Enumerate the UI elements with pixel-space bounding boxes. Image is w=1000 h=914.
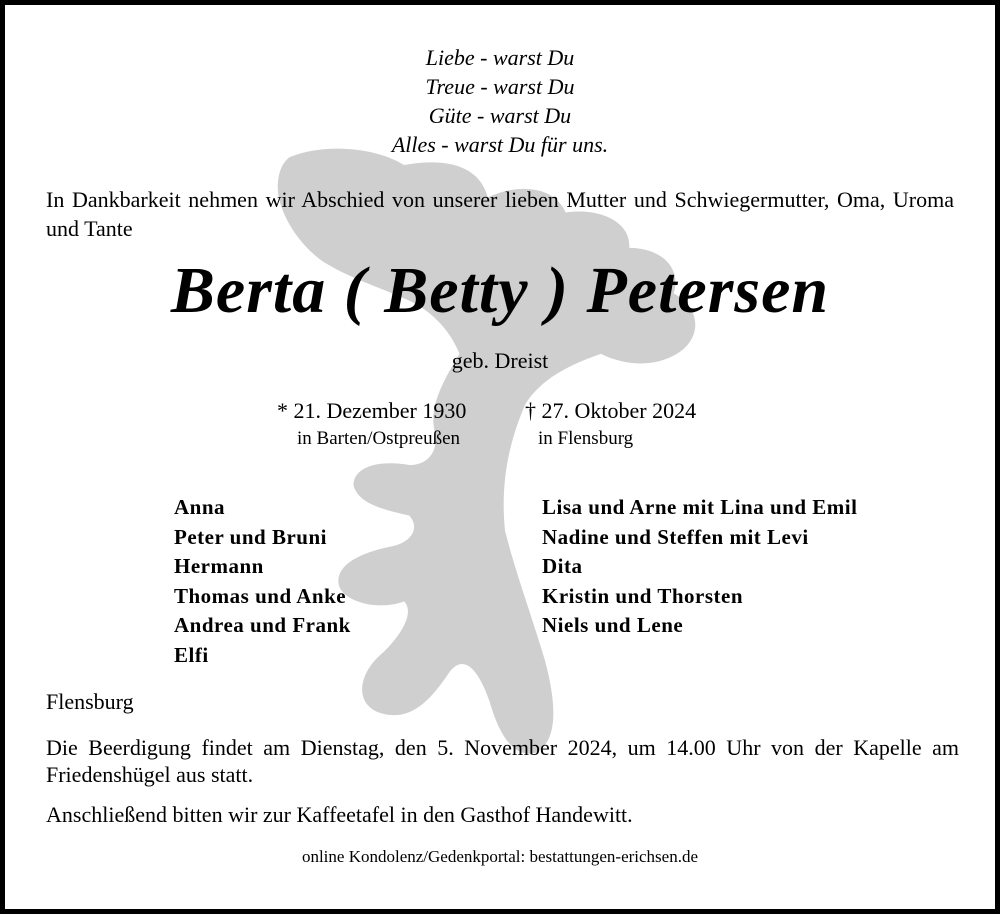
intro-text: In Dankbarkeit nehmen wir Abschied von unserer lieben Mutter und Schwiegermutter, Oma, Uroma und Tante [46, 187, 954, 241]
mourners-right [542, 493, 857, 641]
mourner-name: Lisa und Arne mit Lina und Emil [542, 495, 858, 519]
mourner-name: Dita [542, 554, 583, 579]
birth-date: * 21. Dezember 1930 [277, 398, 467, 423]
mourner-name: Peter und Bruni [174, 524, 327, 549]
city: Flensburg [46, 689, 134, 714]
mourners-left [174, 493, 351, 671]
reception-info: Anschließend bitten wir zur Kaffeetafel in den Gasthof Handewitt. [46, 802, 633, 827]
death-place: in Flensburg [538, 428, 634, 449]
funeral-info: Die Beerdigung findet am Dienstag, den 5. November 2024, um 14.00 Uhr von der Kapelle am Friedenshügel aus statt. [46, 735, 959, 787]
poem-line-2: Treue - warst Du [425, 74, 575, 99]
poem-line-3: Güte - warst Du [428, 103, 572, 128]
poem-line-1: Liebe - warst Du [425, 45, 575, 70]
death-date: † 27. Oktober 2024 [525, 398, 697, 423]
deceased-name: Berta ( Betty ) Petersen [170, 254, 830, 327]
online-condolence: online Kondolenz/Gedenkportal: bestattungen-erichsen.de [301, 847, 699, 866]
birth-place: in Barten/Ostpreußen [297, 428, 461, 449]
mourner-name: Elfi [174, 642, 209, 667]
poem-line-4: Alles - warst Du für uns. [391, 132, 609, 157]
mourner-name: Hermann [174, 554, 264, 579]
mourner-name: Nadine und Steffen mit Levi [542, 524, 809, 549]
mourner-name: Niels und Lene [542, 613, 684, 638]
maiden-name: geb. Dreist [451, 348, 549, 373]
mourner-name: Kristin und Thorsten [542, 583, 743, 608]
mourner-name: Andrea und Frank [174, 613, 351, 638]
mourner-name: Thomas und Anke [174, 583, 347, 608]
mourner-name: Anna [174, 495, 226, 519]
